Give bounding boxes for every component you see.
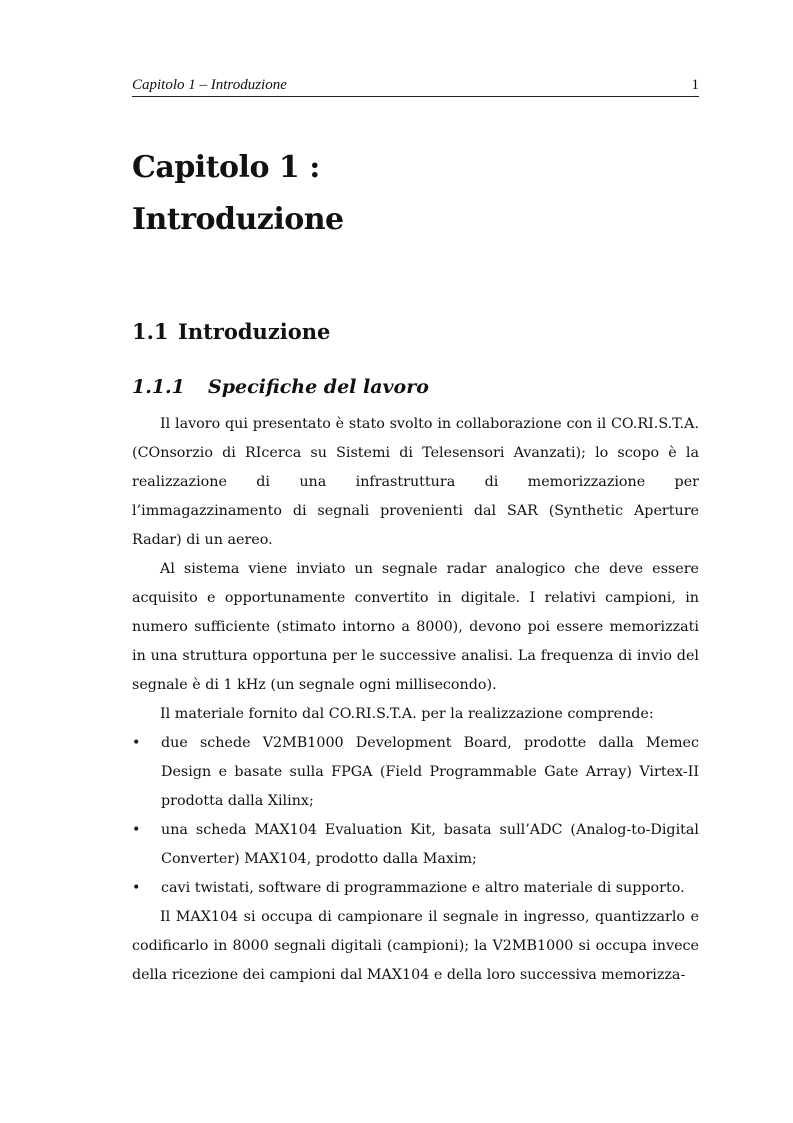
list-item xyxy=(132,729,699,816)
paragraph: Il materiale fornito dal CO.RI.S.T.A. per la realizzazione comprende: xyxy=(160,706,654,722)
body-text xyxy=(132,410,699,990)
materials-list xyxy=(132,729,699,903)
bullet-icon: • xyxy=(132,735,141,751)
subsection-heading xyxy=(132,376,429,398)
chapter-title-line2: Introduzione xyxy=(132,202,344,237)
paragraph: Il lavoro qui presentato è stato svolto in collaborazione con il CO.RI.S.T.A. (COnsorzio di RIcerca su Sistemi di Telesensori Avanzati); lo scopo è la realizzazione di una infrastruttura di memorizzazione per l’immagazzinamento di segnali provenienti dal SAR (Synthetic Aperture Radar) di un aereo. xyxy=(132,416,699,548)
section-number: 1.1 xyxy=(132,319,169,344)
running-title: Capitolo 1 – Introduzione xyxy=(132,77,287,93)
chapter-title-line1: Capitolo 1 : xyxy=(132,150,320,185)
subsection-number: 1.1.1 xyxy=(132,376,185,398)
paragraph: Al sistema viene inviato un segnale radar analogico che deve essere acquisito e opportunamente convertito in digitale. I relativi campioni, in numero sufficiente (stimato intorno a 8000), devono poi essere memorizzati in una struttura opportuna per le successive analisi. La frequenza di invio del segnale è di 1 kHz (un segnale ogni millisecondo). xyxy=(132,561,699,693)
list-item xyxy=(132,874,699,903)
list-item-text: cavi twistati, software di programmazione e altro materiale di supporto. xyxy=(161,880,685,896)
bullet-icon: • xyxy=(132,822,141,838)
subsection-title: Specifiche del lavoro xyxy=(208,376,429,398)
bullet-icon: • xyxy=(132,880,141,896)
section-heading xyxy=(132,319,330,344)
section-title: Introduzione xyxy=(178,319,331,344)
list-item-text: due schede V2MB1000 Development Board, prodotte dalla Memec Design e basate sulla FPGA (Field Programmable Gate Array) Virtex-II prodotta dalla Xilinx; xyxy=(161,735,699,809)
page-number: 1 xyxy=(691,77,699,93)
paragraph: Il MAX104 si occupa di campionare il segnale in ingresso, quantizzarlo e codificarlo in 8000 segnali digitali (campioni); la V2MB1000 si occupa invece della ricezione dei campioni dal MAX104 e della loro successiva memorizza- xyxy=(132,909,699,983)
running-header xyxy=(132,76,699,97)
list-item-text: una scheda MAX104 Evaluation Kit, basata sull’ADC (Analog-to-Digital Converter) MAX104, prodotto dalla Maxim; xyxy=(161,822,699,867)
list-item xyxy=(132,816,699,874)
